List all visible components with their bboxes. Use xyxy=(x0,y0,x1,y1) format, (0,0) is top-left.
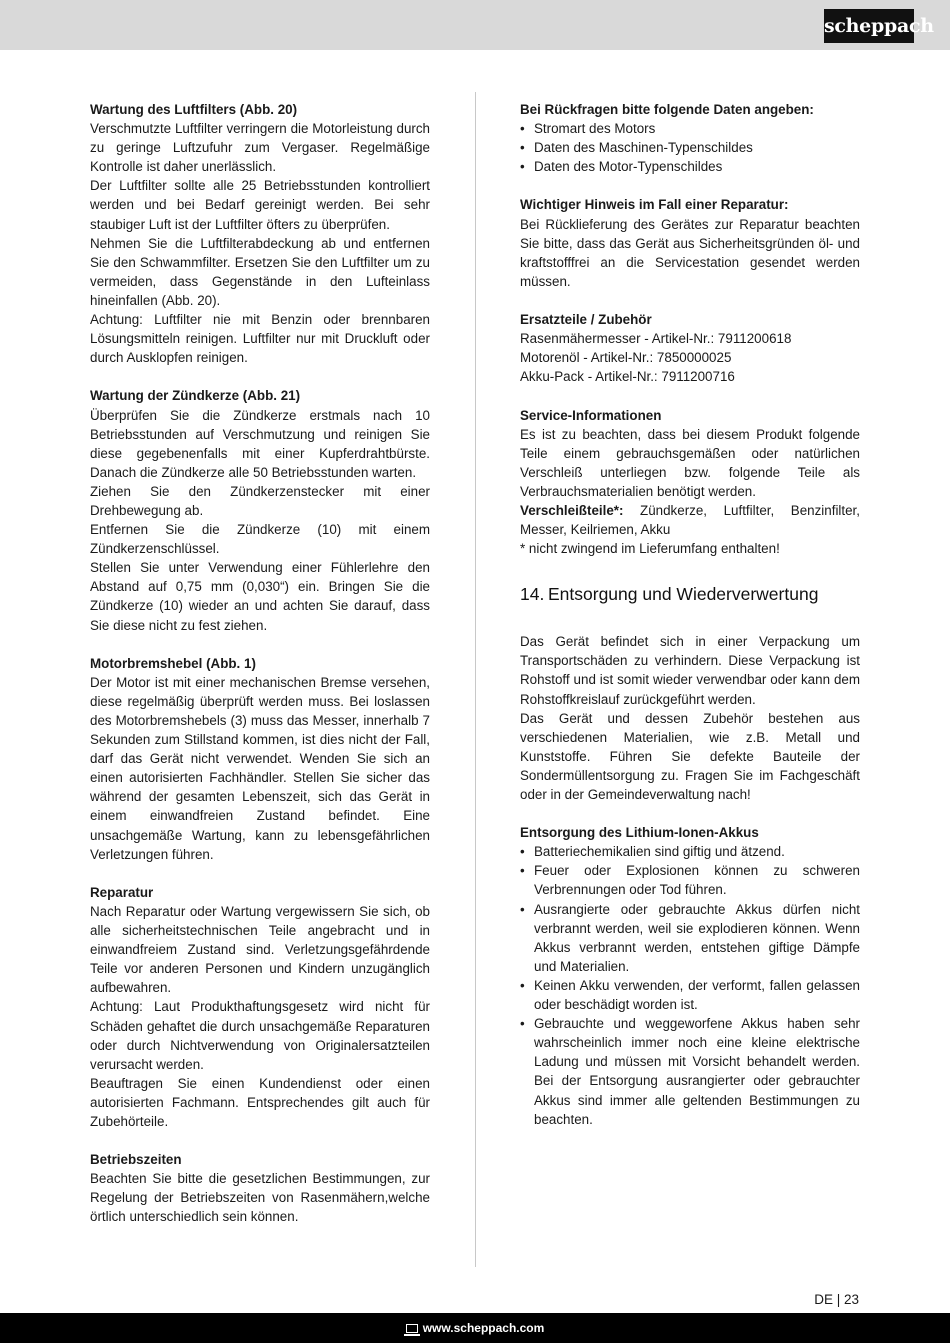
section-title: Wichtiger Hinweis im Fall einer Reparatur: xyxy=(520,197,789,213)
column-divider xyxy=(475,92,476,1267)
section-entsorgung xyxy=(520,632,860,804)
monitor-icon xyxy=(406,1324,418,1333)
header-bar xyxy=(0,0,950,50)
section-reparatur-hinweis xyxy=(520,195,860,290)
paragraph: Ziehen Sie den Zündkerzenstecker mit einer Drehbewegung ab. xyxy=(90,483,430,518)
section-rueckfragen xyxy=(520,100,860,176)
section-title: Reparatur xyxy=(90,884,154,900)
list-item: • Feuer oder Explosionen können zu schweren Verbrennungen oder Tod führen. xyxy=(520,861,860,899)
paragraph: Beauftragen Sie einen Kundendienst oder einen autorisierten Fachmann. Entsprechendes gilt auch für Zubehörteile. xyxy=(90,1075,430,1129)
list-item: • Daten des Maschinen-Typenschildes xyxy=(520,138,860,157)
paragraph: Überprüfen Sie die Zündkerze erstmals nach 10 Betriebsstunden auf Verschmutzung und reinigen Sie diese gegebenenfalls mit einer Kupferdrahtbürste. Danach die Zündkerze alle 50 Betriebsstunden warten. xyxy=(90,407,430,480)
section-title: Entsorgung des Lithium-Ionen-Akkus xyxy=(520,825,759,841)
part-line: Motorenöl - Artikel-Nr.: 7850000025 xyxy=(520,350,732,366)
list-item: • Gebrauchte und weggeworfene Akkus haben sehr wahrscheinlich immer noch eine kleine elektrische Ladung und müssen mit Vorsicht behandelt werden. Bei der Entsorgung ausrangierter oder gebrauchter Akkus sind immer alle geltenden Bestimmungen zu beachten. xyxy=(520,1014,860,1129)
paragraph: Es ist zu beachten, dass bei diesem Produkt folgende Teile einem gebrauchsgemäßen oder natürlichen Verschleiß unterliegen bzw. folgende Teile als Verbrauchsmaterialien benötigt werden. xyxy=(520,426,860,499)
list-item: • Ausrangierte oder gebrauchte Akkus dürfen nicht verbrannt werden, weil sie explodieren können. Wenn Akkus verbrannt werden, entstehen giftige Dämpfe und Materialien. xyxy=(520,900,860,976)
section-title: Wartung der Zündkerze (Abb. 21) xyxy=(90,388,301,404)
paragraph: Bei Rücklieferung des Gerätes zur Reparatur beachten Sie bitte, dass das Gerät aus Sicherheitsgründen öl- und kraftstofffrei an die Servicestation gesendet werden müssen. xyxy=(520,216,860,289)
chapter-heading xyxy=(520,584,860,604)
footnote: * nicht zwingend im Lieferumfang enthalten! xyxy=(520,541,780,557)
paragraph: Achtung: Luftfilter nie mit Benzin oder brennbaren Lösungsmitteln reinigen. Luftfilter nur mit Druckluft oder durch Ausklopfen reinigen. xyxy=(90,312,430,366)
left-column xyxy=(90,100,430,1227)
chapter-title: Entsorgung und Wiederverwertung xyxy=(548,584,819,605)
part-line: Akku-Pack - Artikel-Nr.: 7911200716 xyxy=(520,369,735,385)
paragraph: Achtung: Laut Produkthaftungsgesetz wird nicht für Schäden gehaftet die durch unsachgemäße Reparaturen oder durch Nichtverwendung von Originalersatzteilen verursacht werden. xyxy=(90,999,430,1072)
paragraph: Verschmutzte Luftfilter verringern die Motorleistung durch zu geringe Luftzufuhr zum Vergaser. Regelmäßige Kontrolle ist daher unerlässlich. xyxy=(90,121,430,175)
section-akkus xyxy=(520,823,860,1129)
paragraph: Beachten Sie bitte die gesetzlichen Bestimmungen, zur Regelung der Betriebszeiten von Rasenmähern,welche örtlich unterschiedlich sein können. xyxy=(90,1171,430,1225)
section-title: Bei Rückfragen bitte folgende Daten angeben: xyxy=(520,102,814,117)
paragraph: Nehmen Sie die Luftfilterabdeckung ab und entfernen Sie den Schwammfilter. Ersetzen Sie den Luftfilter um zu vermeiden, dass Gegenstände in den Lufteinlass hineinfallen (Abb. 20). xyxy=(90,235,430,308)
section-reparatur xyxy=(90,883,430,1131)
footer-bar xyxy=(0,1313,950,1343)
section-betriebszeiten xyxy=(90,1150,430,1226)
section-ersatzteile xyxy=(520,310,860,386)
section-motorbremshebel xyxy=(90,654,430,864)
section-zuendkerze xyxy=(90,386,430,634)
part-line: Rasenmähermesser - Artikel-Nr.: 7911200618 xyxy=(520,331,792,347)
list-item: • Batteriechemikalien sind giftig und ätzend. xyxy=(520,842,860,861)
right-column xyxy=(520,100,860,1129)
wear-parts-label: Verschleißteile*: xyxy=(520,502,624,518)
website-link[interactable]: www.scheppach.com xyxy=(422,1321,545,1335)
paragraph: Entfernen Sie die Zündkerze (10) mit einem Zündkerzenschlüssel. xyxy=(90,522,430,557)
section-service xyxy=(520,406,860,559)
section-title: Wartung des Luftfilters (Abb. 20) xyxy=(90,102,298,117)
section-title: Ersatzteile / Zubehör xyxy=(520,312,652,328)
section-title: Service-Informationen xyxy=(520,407,662,423)
bullet-list xyxy=(520,119,860,176)
page-number: DE | 23 xyxy=(814,1292,859,1307)
paragraph: Das Gerät befindet sich in einer Verpackung um Transportschäden zu verhindern. Diese Verpackung ist Rohstoff und ist somit wieder verwendbar oder kann dem Rohstoffkreislauf zurückgeführt werden. xyxy=(520,634,860,707)
list-item: • Stromart des Motors xyxy=(520,119,860,138)
list-item: • Keinen Akku verwenden, der verformt, fallen gelassen oder beschädigt worden ist. xyxy=(520,976,860,1014)
paragraph: Der Motor ist mit einer mechanischen Bremse versehen, diese regelmäßig überprüft werden muss. Bei loslassen des Motorbremshebels (3) muss das Messer, innerhalb 7 Sekunden zum Stillstand kommen, ist dies nicht der Fall, darf das Gerät nicht verwendet. Wenden Sie sich an einen autorisierten Fachhändler. Stellen Sie sicher das während der gesamten Lebenszeit, sich das Gerät in einem einwandfreien Zustand befindet. Eine unsachgemäße Wartung, kann zu lebensgefährlichen Verletzungen führen. xyxy=(90,674,430,862)
paragraph: Stellen Sie unter Verwendung einer Fühlerlehre den Abstand auf 0,75 mm (0,030“) ein. Bringen Sie die Zündkerze (10) wieder an und achten Sie darauf, dass Sie diese nicht zu fest ziehen. xyxy=(90,560,430,633)
bullet-list xyxy=(520,842,860,1128)
paragraph: Das Gerät und dessen Zubehör bestehen aus verschiedenen Materialien, wie z.B. Metall und Kunststoffe. Führen Sie defekte Bauteile der Sondermüllentsorgung zu. Fragen Sie im Fachgeschäft oder in der Gemeindeverwaltung nach! xyxy=(520,710,860,802)
wear-parts-text: Zündkerze, Luftfilter, Benzinfilter, Messer, Keilriemen, Akku xyxy=(520,502,860,538)
paragraph: Nach Reparatur oder Wartung vergewissern Sie sich, ob alle sicherheitstechnischen Teile angebracht und in einwandfreiem Zustand sind. Verletzungsgefährdende Teile vor anderen Personen und Kindern unzugänglich aufbewahren. xyxy=(90,903,430,996)
section-title: Betriebszeiten xyxy=(90,1152,182,1168)
list-item: • Daten des Motor-Typenschildes xyxy=(520,157,860,176)
paragraph: Der Luftfilter sollte alle 25 Betriebsstunden kontrolliert werden und bei Bedarf gereinigt werden. Bei sehr staubiger Luft ist der Luftfilter öfters zu überprüfen. xyxy=(90,178,430,232)
chapter-number: 14. xyxy=(520,584,545,605)
brand-logo: scheppach xyxy=(824,9,914,43)
section-title: Motorbremshebel (Abb. 1) xyxy=(90,655,256,671)
section-luftfilter xyxy=(90,100,430,367)
wear-parts xyxy=(520,501,860,539)
